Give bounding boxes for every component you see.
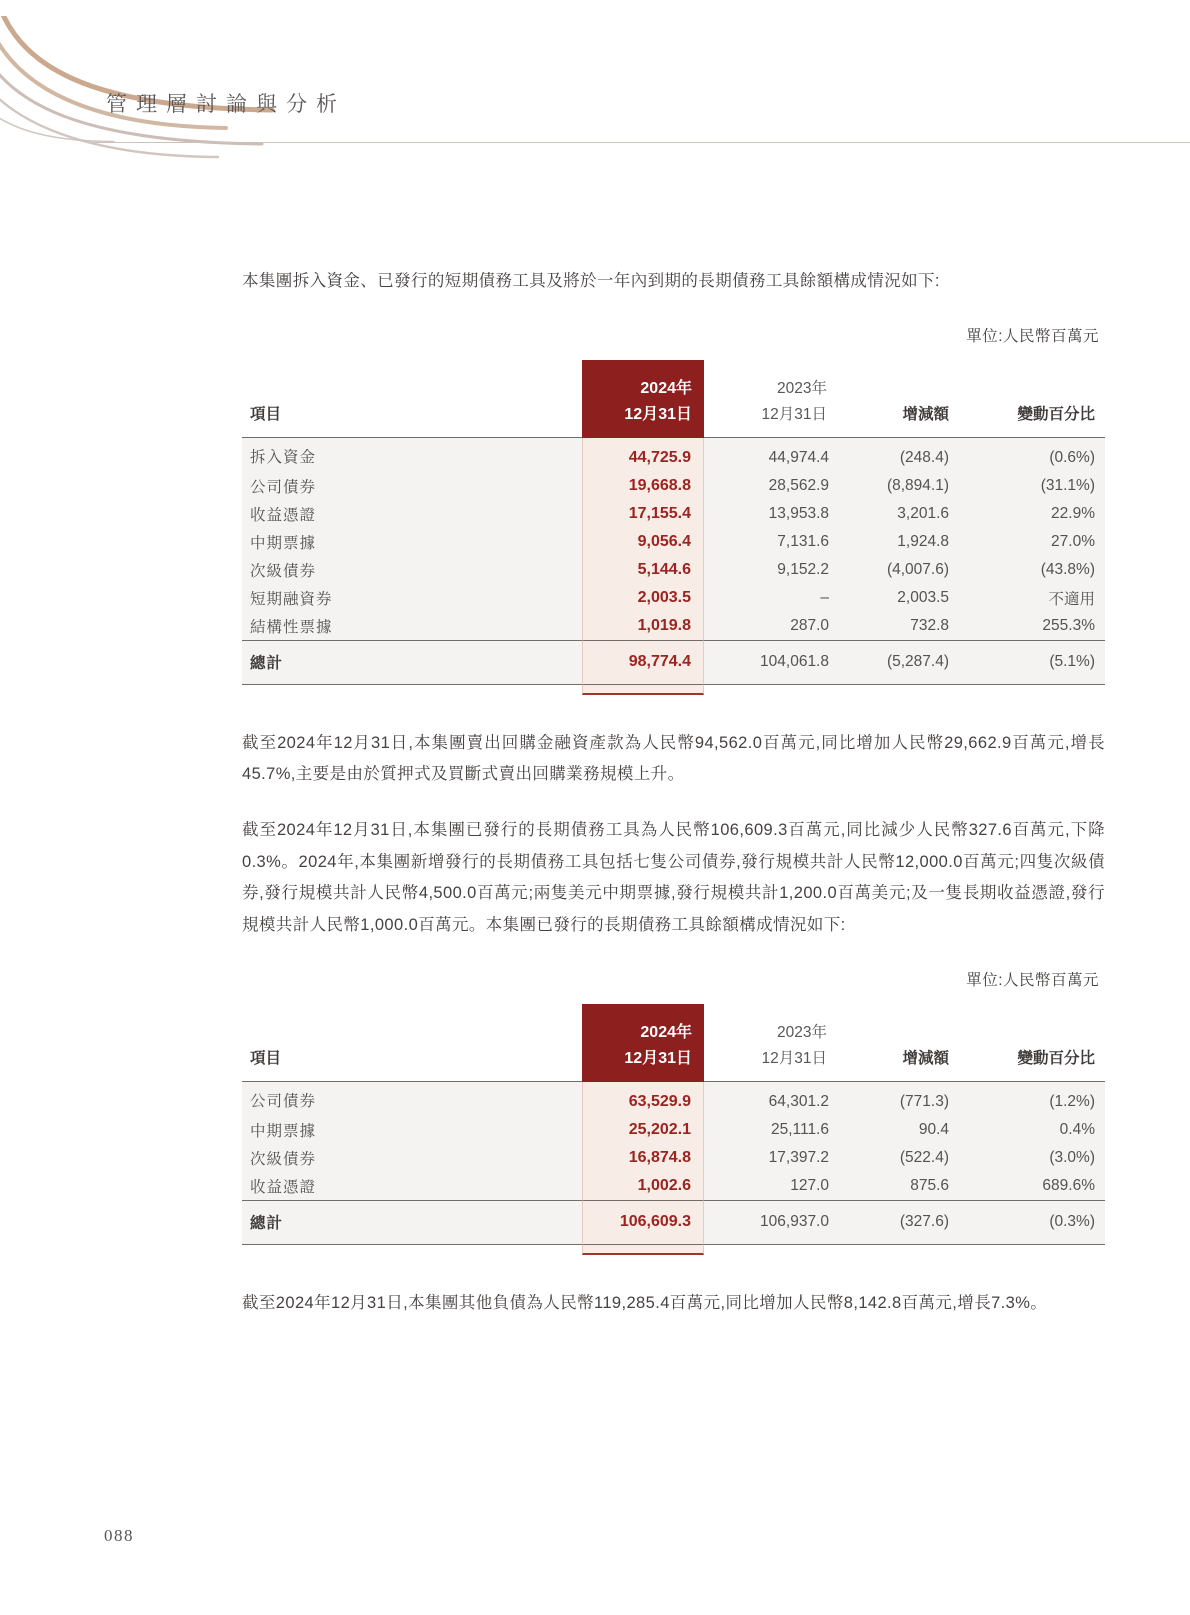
total-2023: 104,061.8 — [704, 640, 839, 685]
value-2024: 9,056.4 — [582, 528, 704, 556]
row-label: 次級債券 — [242, 1144, 582, 1172]
value-2023: 9,152.2 — [704, 556, 839, 584]
column-header-item: 項目 — [242, 1004, 582, 1082]
value-2024: 1,002.6 — [582, 1172, 704, 1200]
value-2024: 5,144.6 — [582, 556, 704, 584]
change-pct-value: 255.3% — [959, 612, 1105, 640]
change-pct-value: (1.2%) — [959, 1082, 1105, 1116]
value-2024: 17,155.4 — [582, 500, 704, 528]
column-header-2024-date: 12月31日 — [624, 1049, 692, 1067]
value-2024: 1,019.8 — [582, 612, 704, 640]
value-2023: 13,953.8 — [704, 500, 839, 528]
main-content — [242, 266, 1105, 1319]
page-title: 管理層討論與分析 — [106, 92, 346, 116]
change-value: 732.8 — [839, 612, 959, 640]
total-label: 總計 — [242, 1200, 582, 1245]
table-row — [242, 1144, 1105, 1172]
total-2023: 106,937.0 — [704, 1200, 839, 1245]
value-2024: 19,668.8 — [582, 472, 704, 500]
value-2023: 25,111.6 — [704, 1116, 839, 1144]
column-header-2024-date: 12月31日 — [624, 405, 692, 423]
row-label: 結構性票據 — [242, 612, 582, 640]
change-pct-value: (0.6%) — [959, 438, 1105, 472]
page-number: 088 — [104, 1526, 134, 1545]
table-total-row — [242, 1200, 1105, 1245]
value-2024: 25,202.1 — [582, 1116, 704, 1144]
total-change: (5,287.4) — [839, 640, 959, 685]
change-value: (248.4) — [839, 438, 959, 472]
column-header-2023-date: 12月31日 — [761, 405, 827, 423]
change-pct-value: 689.6% — [959, 1172, 1105, 1200]
change-value: (522.4) — [839, 1144, 959, 1172]
value-2024: 44,725.9 — [582, 438, 704, 472]
total-2024: 106,609.3 — [582, 1200, 704, 1245]
unit-label: 單位:人民幣百萬元 — [966, 971, 1099, 989]
column-header-2023-date: 12月31日 — [761, 1049, 827, 1067]
value-2023: 44,974.4 — [704, 438, 839, 472]
change-value: (771.3) — [839, 1082, 959, 1116]
total-pct: (0.3%) — [959, 1200, 1105, 1245]
value-2023: 64,301.2 — [704, 1082, 839, 1116]
table-row — [242, 472, 1105, 500]
row-label: 收益憑證 — [242, 1172, 582, 1200]
table-row — [242, 1116, 1105, 1144]
column-header-change: 增減額 — [839, 1004, 959, 1082]
table-row — [242, 500, 1105, 528]
change-pct-value: 不適用 — [959, 584, 1105, 612]
column-header-2024-year: 2024年 — [640, 1023, 692, 1041]
change-pct-value: (43.8%) — [959, 556, 1105, 584]
total-label: 總計 — [242, 640, 582, 685]
table-row — [242, 556, 1105, 584]
header-divider — [92, 142, 1190, 143]
row-label: 拆入資金 — [242, 438, 582, 472]
change-value: 90.4 — [839, 1116, 959, 1144]
change-pct-value: 0.4% — [959, 1116, 1105, 1144]
column-header-2024 — [582, 1004, 704, 1082]
column-header-2024-year: 2024年 — [640, 379, 692, 397]
column-header-change: 增減額 — [839, 360, 959, 438]
value-2024: 2,003.5 — [582, 584, 704, 612]
row-label: 收益憑證 — [242, 500, 582, 528]
column-header-pct: 變動百分比 — [959, 1004, 1105, 1082]
value-2023: 17,397.2 — [704, 1144, 839, 1172]
column-header-2023 — [704, 1004, 839, 1082]
value-2023: 287.0 — [704, 612, 839, 640]
table-total-row — [242, 640, 1105, 685]
long-term-debt-table — [242, 1004, 1105, 1245]
table-header-row — [242, 360, 1105, 438]
row-label: 公司債券 — [242, 1082, 582, 1116]
column-header-2024 — [582, 360, 704, 438]
table-row — [242, 584, 1105, 612]
intro-paragraph: 本集團拆入資金、已發行的短期債務工具及將於一年內到期的長期債務工具餘額構成情況如下: — [242, 272, 940, 290]
value-2023: 127.0 — [704, 1172, 839, 1200]
row-label: 中期票據 — [242, 1116, 582, 1144]
row-label: 短期融資券 — [242, 584, 582, 612]
value-2024: 63,529.9 — [582, 1082, 704, 1116]
column-header-2023 — [704, 360, 839, 438]
row-label: 次級債券 — [242, 556, 582, 584]
change-value: (8,894.1) — [839, 472, 959, 500]
column-header-2023-year: 2023年 — [777, 379, 827, 397]
row-label: 公司債券 — [242, 472, 582, 500]
short-term-debt-table — [242, 360, 1105, 685]
row-label: 中期票據 — [242, 528, 582, 556]
repo-paragraph: 截至2024年12月31日,本集團賣出回購金融資產款為人民幣94,562.0百萬元,同比增加人民幣29,662.9百萬元,增長45.7%,主要是由於質押式及買斷式賣出回購業務規模上升。 — [242, 733, 1105, 784]
other-liabilities-paragraph: 截至2024年12月31日,本集團其他負債為人民幣119,285.4百萬元,同比增加人民幣8,142.8百萬元,增長7.3%。 — [242, 1293, 1048, 1312]
change-value: 1,924.8 — [839, 528, 959, 556]
change-pct-value: (3.0%) — [959, 1144, 1105, 1172]
change-value: 875.6 — [839, 1172, 959, 1200]
table-row — [242, 528, 1105, 556]
value-2023: 7,131.6 — [704, 528, 839, 556]
highlight-column-footer — [582, 1245, 704, 1255]
long-term-debt-paragraph: 截至2024年12月31日,本集團已發行的長期債務工具為人民幣106,609.3百萬元,同比減少人民幣327.6百萬元,下降0.3%。2024年,本集團新增發行的長期債務工具包括七隻公司債券,發行規模共計人民幣12,000.0百萬元;四隻次級債券,發行規模共計人民幣4,500.0百萬元;兩隻美元中期票據,發行規模共計1,200.0百萬美元;及一隻長期收益憑證,發行規模共計人民幣1,000.0百萬元。本集團已發行的長期債務工具餘額構成情況如下: — [242, 821, 1105, 935]
column-header-pct: 變動百分比 — [959, 360, 1105, 438]
table-header-row — [242, 1004, 1105, 1082]
change-pct-value: 27.0% — [959, 528, 1105, 556]
change-value: 2,003.5 — [839, 584, 959, 612]
column-header-item: 項目 — [242, 360, 582, 438]
value-2024: 16,874.8 — [582, 1144, 704, 1172]
table-row — [242, 1172, 1105, 1200]
value-2023: 28,562.9 — [704, 472, 839, 500]
total-2024: 98,774.4 — [582, 640, 704, 685]
change-pct-value: (31.1%) — [959, 472, 1105, 500]
change-value: (4,007.6) — [839, 556, 959, 584]
table-row — [242, 612, 1105, 640]
change-pct-value: 22.9% — [959, 500, 1105, 528]
total-change: (327.6) — [839, 1200, 959, 1245]
change-value: 3,201.6 — [839, 500, 959, 528]
value-2023: – — [704, 584, 839, 612]
unit-label: 單位:人民幣百萬元 — [966, 327, 1099, 345]
total-pct: (5.1%) — [959, 640, 1105, 685]
table-row — [242, 1082, 1105, 1116]
highlight-column-footer — [582, 685, 704, 695]
table-row — [242, 438, 1105, 472]
column-header-2023-year: 2023年 — [777, 1023, 827, 1041]
